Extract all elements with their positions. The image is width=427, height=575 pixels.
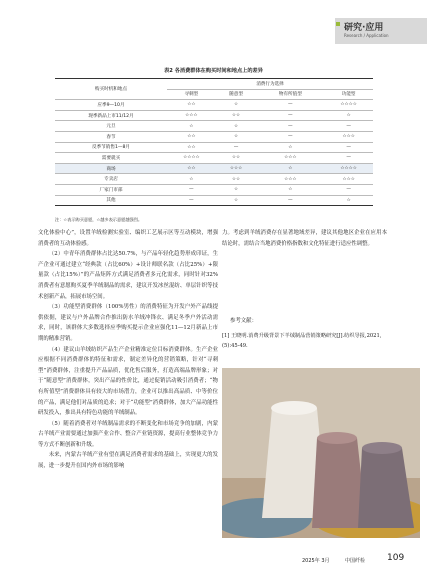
paragraph: （3）功能型消费群体（100%男性）的消费特征为开发户外产品线提供依据，建议与户外品牌合作推出防水羊绒冲锋衣、满足冬季户外活动需求，同时，该群体大多数选择应季购买提示企业应强化11—12月新品上市期的精准营销。 [38,304,218,342]
table-row [55,110,373,121]
table-cell: ☆☆ [167,163,216,174]
table-cell: ☆☆☆ [324,131,373,142]
table-cell: — [324,184,373,195]
section-title: 研究·应用 [344,23,384,33]
left-column [38,228,218,472]
table-row [55,174,373,185]
row-label: 商场 [55,163,167,174]
header-accent-square [336,22,340,26]
paragraph: 力。考虑到羊绒消费存在显著地域差异，建议其他地区企业在应用本结论时，需结合当地消费价格指数和文化特征进行适应性调整。 [222,230,387,247]
consumer-table [55,78,373,206]
paragraph: （2）中青年消费群体占比达50.7%，与产品年轻化趋势形成印证，生产企业可通过建立“经典款（占比60%）+设计师联名款（占比25%）+限量款（占比15%）”的产品矩阵方式满足消费者多元化需求，同时针对32%消费者有意愿购买夏季羊绒制品的需求，建议开发冰丝混纺、单层针织等技术创新产品，拓展市场空间。 [38,251,218,300]
table-cell: ☆☆ [167,142,216,153]
table-row [55,195,373,206]
table-cell: ☆☆☆ [256,174,324,185]
table-cell: ☆☆ [167,131,216,142]
references-title: 参考文献： [230,318,257,324]
table-cell: ☆ [216,195,257,206]
table-cell: ☆☆☆ [324,174,373,185]
reference-item: [1] 王晓明.消费升级背景下羊绒制品营销策略研究[J].纺织导报,2021,(5):45-49. [222,333,382,349]
table-cell: ☆ [324,195,373,206]
paragraph: （5）随着消费者对羊绒制品需求的不断变化和市场竞争的加剧，内蒙古羊绒产业需要通过加强产业合作、整合产业链资源，提高行业整体竞争力等方式不断创新和升级。 [38,420,218,448]
right-column [222,228,387,249]
table-note: 注：☆表示购买意愿，☆越多表示意愿越强烈。 [55,217,143,222]
table-cell: ☆☆☆ [216,163,257,174]
table-cell: ☆ [256,142,324,153]
table-row [55,131,373,142]
table-cell: ☆☆ [216,153,257,164]
table-row [55,184,373,195]
table-cell: ☆☆☆ [167,110,216,121]
table-cell: ☆ [216,100,257,111]
table-cell: ☆ [324,110,373,121]
paragraph: 未来，内蒙古羊绒产业有望在满足消费者需求的基础上，实现更大的发展，进一步提升在国内外市场的影响 [38,452,218,470]
row-header: 购买时机和地点 [55,79,167,100]
table-caption: 表2 各消费群体在购买时间和地点上的差异 [164,68,263,74]
table-cell: ☆ [216,121,257,132]
table-cell: ☆☆☆☆ [324,100,373,111]
row-label: 春节 [55,131,167,142]
group-header: 消费行为选择 [167,79,373,90]
table-cell: — [256,131,324,142]
table-row [55,142,373,153]
table-cell: ☆ [256,184,324,195]
row-label: 需要就买 [55,153,167,164]
section-subtitle: Research / Application [344,33,389,38]
table-cell: ☆☆ [216,174,257,185]
table-row [55,153,373,164]
page-number: 109 [387,553,405,563]
paragraph: 文化体验中心”，设置羊绒检测实验室、编织工艺展示区等互动模块，增强消费者的互动体验感。 [38,230,218,247]
table-cell: ☆☆☆☆ [167,153,216,164]
footer-journal: 中国纤检 [345,558,366,564]
row-label: 反季节销售1—8月 [55,142,167,153]
column-header: 物有所值型 [256,89,324,100]
table-cell: — [256,195,324,206]
table-cell: — [324,121,373,132]
column-header: 随意型 [216,89,257,100]
table-row [55,163,373,174]
table-row [55,121,373,132]
row-label: 厂家门市部 [55,184,167,195]
table-cell: ☆☆ [216,110,257,121]
row-label: 现季新品上市11/12月 [55,110,167,121]
column-header: 功能型 [324,89,373,100]
row-label: 应季9—10月 [55,100,167,111]
row-label: 其他 [55,195,167,206]
table-cell: ☆ [216,184,257,195]
footer-date: 2025年 3月 [302,558,330,564]
row-label: 专卖店 [55,174,167,185]
table-cell: ☆ [167,121,216,132]
row-label: 元旦 [55,121,167,132]
column-header: 寻刺型 [167,89,216,100]
table-cell: ☆ [216,131,257,142]
table-cell: — [256,110,324,121]
table-cell: — [256,100,324,111]
table-cell: — [216,142,257,153]
table-row [55,100,373,111]
yarn-photo [222,368,420,538]
table-cell: ☆ [256,163,324,174]
table-cell: — [167,184,216,195]
table-cell: ☆ [167,174,216,185]
table-cell: — [324,153,373,164]
table-cell: — [324,142,373,153]
table-cell: ☆☆ [167,100,216,111]
table-cell: — [256,121,324,132]
table-cell: — [167,195,216,206]
paragraph: （4）建议山羊绒纺织产品生产企业精准定位目标消费群体。生产企业应根据不同消费群体的特征和需求，制定差异化的营销策略，针对“寻刺型”消费群体，注重提升产品品质，优化售后服务，打造高端品牌形象；对于“随意型”消费群体，突出产品的性价比，通过促销活动吸引消费者；“物有所值型”消费群体具有较大的市场潜力，企业可以推出高品质、中等价位的产品，满足他们对品质的追求；对于“功能型”消费群体，加大产品功能性研发投入，推出具有特色功能的羊绒制品。 [38,346,218,417]
table-cell: ☆☆☆☆ [324,163,373,174]
table-cell: ☆☆☆ [256,153,324,164]
